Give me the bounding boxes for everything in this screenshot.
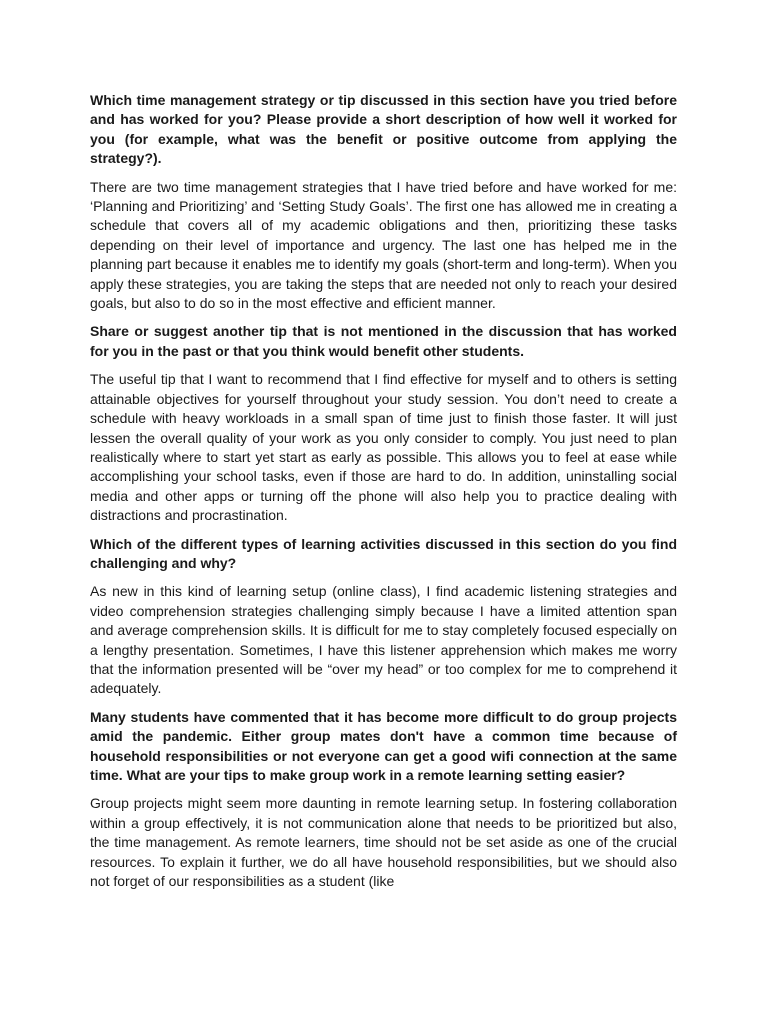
answer-2: The useful tip that I want to recommend that I find effective for myself and to others is setting attainable objectives for yourself throughout your study session. You don’t need to create a schedule with heavy workloads in a small span of time just to finish those faster. It will just lessen the overall quality of your work as you only consider to comply. You just need to plan realistically where to start yet start as early as possible. This allows you to feel at ease while accomplishing your school tasks, even if those are hard to do. In addition, uninstalling social media and other apps or turning off the phone will also help you to practice dealing with distractions and procrastination.	[90, 371, 677, 524]
question-2: Share or suggest another tip that is not mentioned in the discussion that has worked for you in the past or that you think would benefit other students.	[90, 323, 677, 359]
question-4: Many students have commented that it has become more difficult to do group projects amid the pandemic. Either group mates don't have a common time because of household responsibilities or not everyone can get a good wifi connection at the same time. What are your tips to make group work in a remote learning setting easier?	[90, 708, 677, 783]
answer-4: Group projects might seem more daunting in remote learning setup. In fostering collaboration within a group effectively, it is not communication alone that needs to be prioritized but also, the time management. As remote learners, time should not be set aside as one of the crucial resources. To explain it further, we do all have household responsibilities, but we should also not forget of our responsibilities as a student (like	[90, 795, 677, 890]
question-1: Which time management strategy or tip discussed in this section have you tried before and has worked for you? Please provide a short description of how well it worked for you (for example, what was the benefit or positive outcome from applying the strategy?).	[90, 92, 677, 167]
question-3: Which of the different types of learning activities discussed in this section do you find challenging and why?	[90, 535, 677, 571]
answer-1: There are two time management strategies that I have tried before and have worked for me: ‘Planning and Prioritizing’ and ‘Setting Study Goals’. The first one has allowed me in creating a schedule that covers all of my academic obligations and then, prioritizing these tasks depending on their level of importance and urgency. The last one has helped me in the planning part because it enables me to identify my goals (short-term and long-term). When you apply these strategies, you are taking the steps that are needed not only to reach your desired goals, but also to do so in the most effective and efficient manner.	[90, 178, 677, 312]
document-page	[90, 91, 677, 900]
answer-3: As new in this kind of learning setup (online class), I find academic listening strategies and video comprehension strategies challenging simply because I have a limited attention span and average comprehension skills. It is difficult for me to stay completely focused especially on a lengthy presentation. Sometimes, I have this listener apprehension which makes me worry that the information presented will be “over my head” or too complex for me to comprehend it adequately.	[90, 583, 677, 697]
